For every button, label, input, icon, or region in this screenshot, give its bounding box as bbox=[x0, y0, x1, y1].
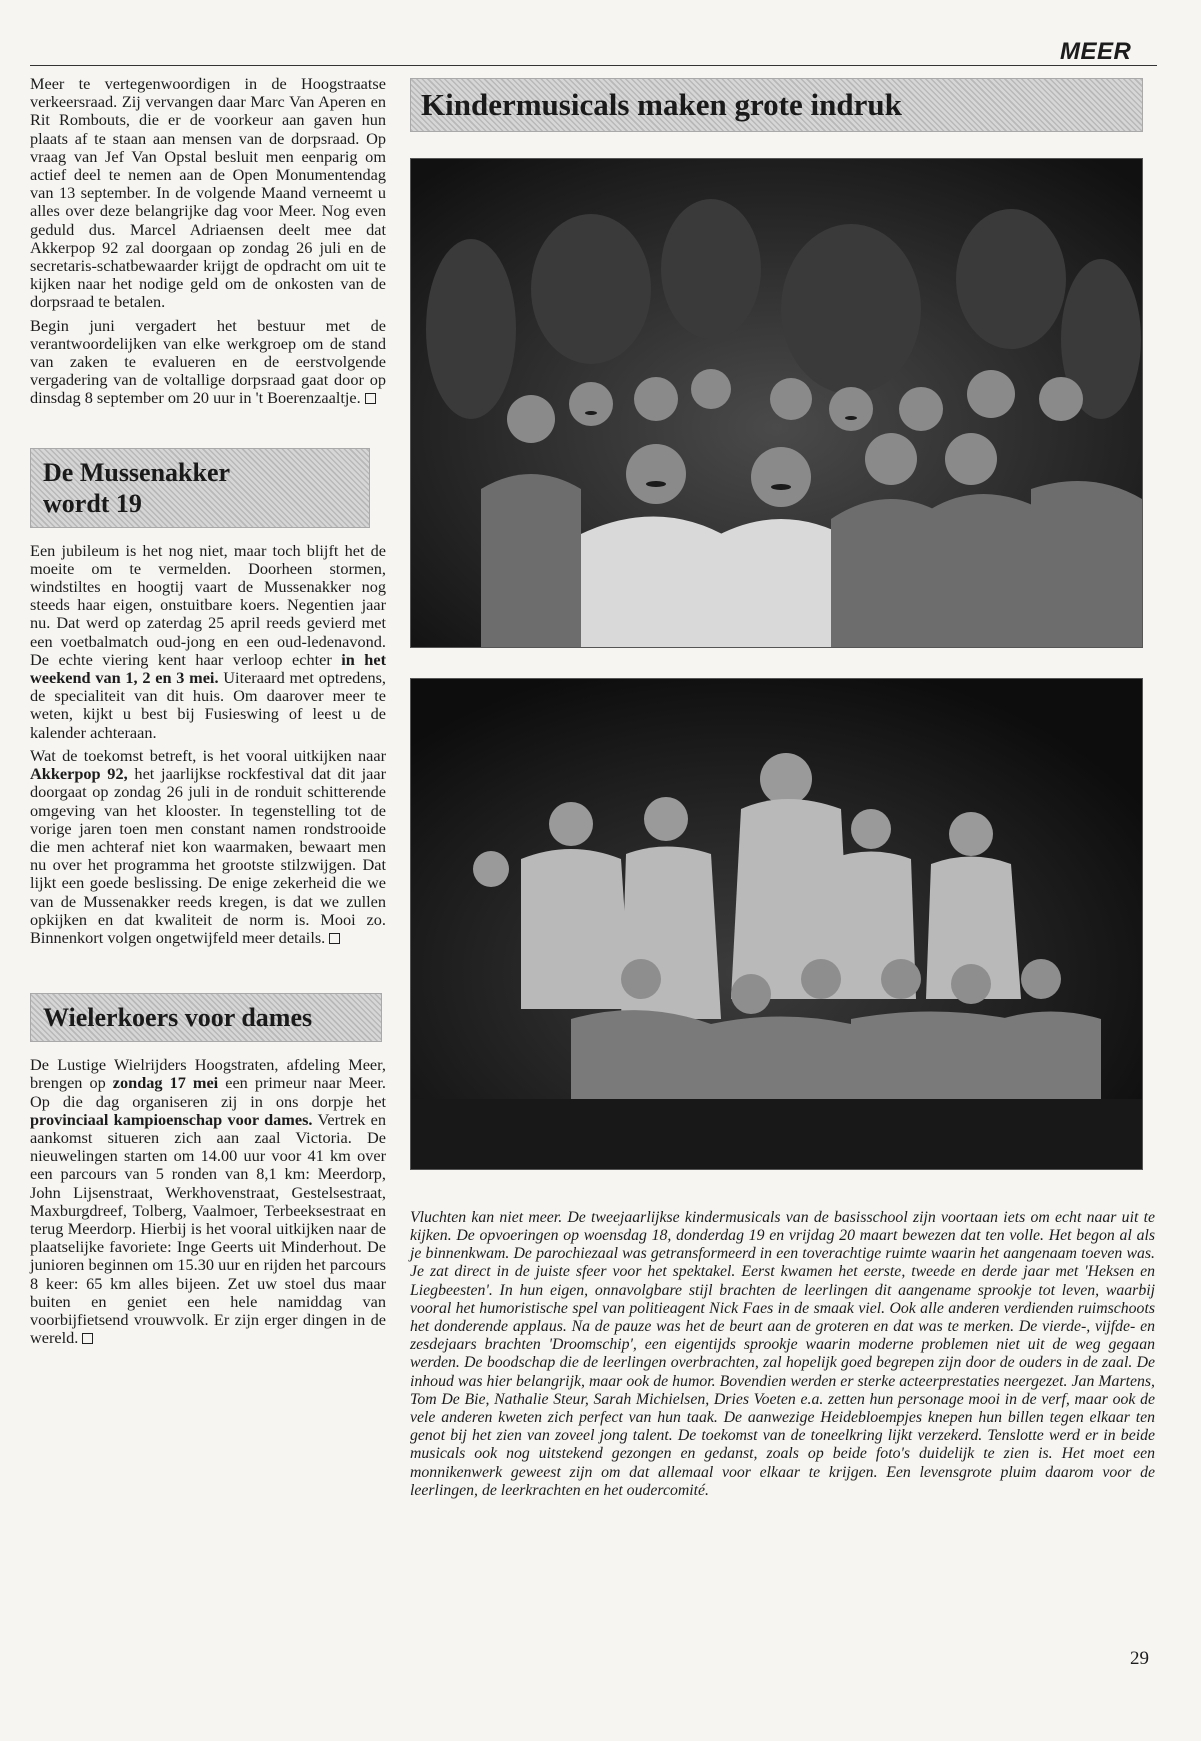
mussenakker-p2-text-b: het jaarlijkse rockfestival dat dit jaar doorgaat op zondag 26 juli in de ronduit schitterende omgeving van het klooster. In tegenstelling tot de vorige jaren toen men constant namen rondstrooide die men achteraf niet kon waarmaken, bewaart men nu over het programma het grootste stilzwijgen. Dat lijkt een goede beslissing. De enige zekerheid die we van de Mussenakker reeds kregen, is dat we zullen opkijken en dat kwaliteit de norm is. Mooi zo. Binnenkort volgen ongetwijfeld meer details. bbox=[30, 764, 386, 947]
photo-caption: Vluchten kan niet meer. De tweejaarlijkse kindermusicals van de basisschool zijn voortaan iets om echt naar uit te kijken. De opvoeringen op woensdag 18, donderdag 19 en vrijdag 20 maart bewezen dat ten volle. Het begon al als je binnenkwam. De parochiezaal was getransformeerd in een toverachtige ruimte waarin het aangenaam toeven was. Je zat direct in de juiste sfeer voor het spektakel. Eerst kwamen het eerste, tweede en derde jaar met 'Heksen en Liegbeesten'. In hun eigen, onnavolgbare stijl brachten de leerlingen dit aangename sprookje tot leven, waarbij vooral het humoristische spel van politieagent Nick Faes in de smaak viel. Ook alle anderen verdienden ruimschoots het donderende applaus. Na de pauze was het de beurt aan de groteren en dat was te merken. De vierde-, vijfde- en zesdejaars brachten 'Droomschip', een eigentijds sprookje waarin moderne problemen niet uit de weg gegaan werden. De boodschap die de leerlingen overbrachten, zal hopelijk goed begrepen zijn door de ouders in de zaal. De inhoud was hier belangrijk, maar ook de humor. Bovendien werden er sterke acteerprestaties neergezet. Jan Martens, Tom De Bie, Nathalie Steur, Sarah Michielsen, Dries Voeten e.a. zetten hun personage mooi in de verf, maar ook de vele anderen kweten zich perfect van hun taak. De aanwezige Heidebloempjes knepen hun billen tegen elkaar ten genot bij het zien van zoveel jong talent. De toekomst van de toneelkring lijkt verzekerd. Tenslotte werd er in beide musicals ook nog uitstekend gezongen en gedanst, zoals op beide foto's duidelijk te zien is. Het moet een monnikenwerk geweest zijn om dat allemaal voor elkaar te krijgen. Een levensgrote pluim daarom voor de leerlingen, de leerkrachten en het oudercomité. bbox=[410, 1208, 1155, 1499]
section-tag: MEER bbox=[1060, 38, 1132, 65]
end-mark-icon bbox=[329, 933, 340, 944]
mussenakker-headline-line2: wordt 19 bbox=[43, 488, 142, 518]
dorpsraad-paragraph-1: Meer te vertegenwoordigen in de Hoogstraatse verkeersraad. Zij vervangen daar Marc Van Aperen en Rit Rombouts, die er de voorkeur aan gaven hun plaats af te staan aan mensen van de dorpsraad. Op vraag van Jef Van Opstal besluit men eenparig om actief deel te nemen aan de Open Monumentendag van 13 september. In de volgende Maand verneemt u alles over deze belangrijke dag voor Meer. Nog even geduld dus. Marcel Adriaensen deelt mee dat Akkerpop 92 zal doorgaan op zondag 26 juli en de secretaris-schatbewaarder krijgt de opdracht om uit te kijken naar het nodige geld om de onkosten van de dorpsraad te betalen. bbox=[30, 74, 386, 312]
end-mark-icon bbox=[82, 1333, 93, 1344]
photo-costumed-children bbox=[410, 678, 1143, 1170]
right-column bbox=[410, 78, 1143, 132]
wielerkoers-text-a: De Lustige Wielrijders Hoogstraten, afdeling Meer, brengen op bbox=[30, 1055, 386, 1093]
wielerkoers-bold-2: provinciaal kampioenschap voor dames. bbox=[30, 1109, 313, 1129]
wielerkoers-text-c: Vertrek en aankomst situeren zich aan zaal Victoria. De nieuwelingen starten om 14.00 uur voor 41 km over een parcours van 5 ronden van 8,1 km: Meerdorp, John Lijsenstraat, Werkhovenstraat, Gestelsestraat, Maxburgdreef, Tolberg, Vaalmoer, Terbeeksestraat en terug Meerdorp. Hierbij is het vooral uitkijken naar de plaatselijke favoriete: Inge Geerts uit Minderhout. De junioren beginnen om 15.30 uur en rijden het parcours 8 keer: 65 km alles bijeen. Zet uw stoel dus maar buiten en geniet een hele namiddag van voorbijfietsend vrouwvolk. Er zijn erger dingen in de wereld. bbox=[30, 1109, 386, 1348]
mussenakker-p2-bold: Akkerpop 92, bbox=[30, 764, 128, 784]
mussenakker-headline bbox=[30, 448, 370, 528]
dorpsraad-paragraph-2 bbox=[30, 317, 386, 408]
photo-1-image bbox=[411, 159, 1142, 647]
wielerkoers-headline-text: Wielerkoers voor dames bbox=[43, 1003, 313, 1033]
wielerkoers-paragraph bbox=[30, 1056, 386, 1347]
photo-2-image bbox=[411, 679, 1142, 1169]
header-rule bbox=[30, 65, 1157, 66]
wielerkoers-bold-1: zondag 17 mei bbox=[112, 1073, 219, 1093]
end-mark-icon bbox=[365, 393, 376, 404]
mussenakker-paragraph-1 bbox=[30, 542, 386, 742]
dorpsraad-paragraph-2-text: Begin juni vergadert het bestuur met de verantwoordelijken van elke werkgroep om de stand van zaken te evalueren en de eerstvolgende vergadering van de voltallige dorpsraad gaat door op dinsdag 8 september om 20 uur in 't Boerenzaaltje. bbox=[30, 315, 386, 408]
kindermusicals-headline-text: Kindermusicals maken grote indruk bbox=[421, 87, 902, 122]
wielerkoers-text-b: een primeur naar Meer. Op die dag organiseren zij in ons dorpje het bbox=[30, 1073, 386, 1111]
mussenakker-p2-text-a: Wat de toekomst betreft, is het vooral uitkijken naar bbox=[30, 745, 386, 765]
kindermusicals-headline bbox=[410, 78, 1143, 132]
wielerkoers-headline bbox=[30, 993, 382, 1042]
mussenakker-headline-line1: De Mussenakker bbox=[43, 457, 231, 487]
mussenakker-p1-text-a: Een jubileum is het nog niet, maar toch blijft het de moeite om te vermelden. Doorheen stormen, windstiltes en hoogtij vaart de Mussenakker nog steeds haar eigen, onstuitbare koers. Negentien jaar nu. Dat werd op zaterdag 25 april reeds gevierd met een voetbalmatch oud-jong en een oud-ledenavond. De echte viering kent haar verloop echter bbox=[30, 540, 386, 669]
page-number: 29 bbox=[1130, 1648, 1149, 1669]
photo-children-mustaches bbox=[410, 158, 1143, 648]
left-column bbox=[30, 75, 386, 1352]
mussenakker-p1-text-b: Uiteraard met optredens, de specialiteit van dit huis. Om daarover meer te weten, kijkt u best bij Fusieswing of leest u de kalender achteraan. bbox=[30, 668, 387, 742]
mussenakker-paragraph-2 bbox=[30, 747, 386, 947]
mussenakker-p1-bold: in het weekend van 1, 2 en 3 mei. bbox=[30, 649, 386, 688]
